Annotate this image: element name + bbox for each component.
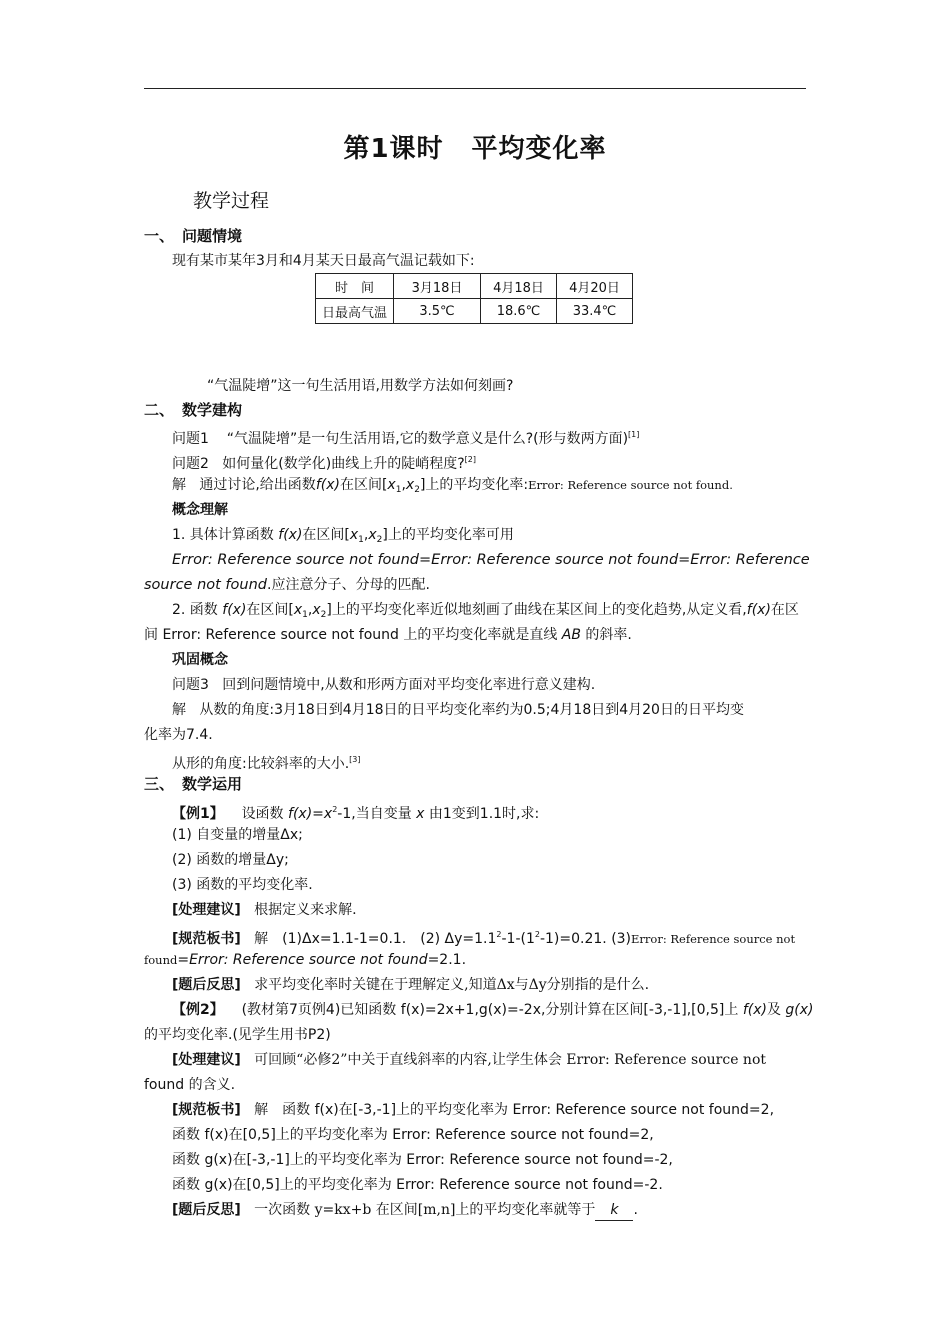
question-2: 问题2 如何量化(数学化)曲线上升的陡峭程度?[2]: [172, 455, 476, 472]
question-3: 问题3 回到问题情境中,从数和形两方面对平均变化率进行意义建构.: [172, 677, 596, 693]
example-2-suggestion: [处理建议] 可回顾“必修2”中关于直线斜率的内容,让学生体会 Error: Reference source not: [172, 1052, 767, 1068]
list-item: (1) 自变量的增量Δx;: [172, 827, 303, 843]
header-rule: [144, 88, 806, 89]
example-2-line: 函数 g(x)在[-3,-1]上的平均变化率为 Error: Reference source not found=-2,: [172, 1152, 673, 1168]
solution-1: 解 通过讨论,给出函数f(x)在区间$[x_1,x_2]$上的平均变化率:Error: Reference source not found.: [172, 477, 733, 495]
example-2-line: 函数 g(x)在[0,5]上的平均变化率为 Error: Reference source not found=-2.: [172, 1177, 663, 1193]
table-cell: 3.5℃: [394, 299, 481, 324]
formula-line: Error: Reference source not found=Error: Reference source not found=Error: Reference: [172, 552, 810, 568]
answer-blank: k: [595, 1200, 633, 1221]
section-2-heading: 二、 数学建构: [144, 401, 243, 419]
example-2-line: 函数 f(x)在[0,5]上的平均变化率为 Error: Reference source not found=2,: [172, 1127, 654, 1143]
question-1: 问题1 “气温陡增”是一句生活用语,它的数学意义是什么?(形与数两方面)[1]: [172, 430, 640, 447]
temperature-table: [315, 273, 633, 324]
intro-text: 现有某市某年3月和4月某天日最高气温记载如下:: [172, 253, 475, 269]
table-cell: 时 间: [316, 274, 394, 299]
list-item: (3) 函数的平均变化率.: [172, 877, 313, 893]
example-1-suggestion: [处理建议] 根据定义来求解.: [172, 902, 357, 918]
concept-item-2-cont: 间 Error: Reference source not found 上的平均变化率就是直线 AB 的斜率.: [144, 627, 632, 643]
concept-item-2: 2. 函数 f(x)在区间$[x_1,x_2]$上的平均变化率近似地刻画了曲线在某区间上的变化趋势,从定义看,f(x)在区: [172, 602, 799, 620]
section-3-heading: 三、 数学运用: [144, 775, 243, 793]
solution-2: 解 从数的角度:3月18日到4月18日的日平均变化率约为0.5;4月18日到4月20日的日平均变: [172, 702, 744, 718]
table-cell: 33.4℃: [557, 299, 633, 324]
table-cell: 3月18日: [394, 274, 481, 299]
example-1-reflection: [题后反思] 求平均变化率时关键在于理解定义,知道Δx与Δy分别指的是什么.: [172, 977, 650, 993]
question-line: “气温陡增”这一句生活用语,用数学方法如何刻画?: [207, 378, 514, 394]
concept-heading: 概念理解: [172, 502, 228, 518]
table-cell: 4月20日: [557, 274, 633, 299]
table-cell: 4月18日: [481, 274, 557, 299]
table-cell: 日最高气温: [316, 299, 394, 324]
example-2-board: [规范板书] 解 函数 f(x)在[-3,-1]上的平均变化率为 Error: Reference source not found=2,: [172, 1102, 775, 1118]
list-item: (2) 函数的增量Δy;: [172, 852, 289, 868]
example-2-cont: 的平均变化率.(见学生用书P2): [144, 1027, 331, 1043]
example-1: 【例1】 设函数 $f(x)=x^2-1$,当自变量 x 由1变到1.1时,求:: [172, 805, 540, 822]
table-cell: 18.6℃: [481, 299, 557, 324]
example-2: 【例2】 (教材第7页例4)已知函数 f(x)=2x+1,g(x)=-2x,分别计算在区间[-3,-1],[0,5]上 f(x)及 g(x): [172, 1002, 814, 1018]
table-row: [316, 299, 633, 324]
title-topic: 平均变化率: [471, 134, 607, 164]
shape-line: 从形的角度:比较斜率的大小.[3]: [172, 755, 361, 772]
page-title: [0, 128, 950, 165]
example-2-suggestion-cont: found 的含义.: [144, 1077, 236, 1093]
example-1-board: [规范板书] 解 (1)Δx=1.1-1=0.1. (2) $\Delta y=1.1^2-1-(1^2-1)=0.21$. (3)Error: Reference source not: [172, 930, 796, 947]
table-header-row: [316, 274, 633, 299]
section-subtitle: 教学过程: [193, 190, 270, 212]
section-1-heading: 一、 问题情境: [144, 227, 243, 245]
consolidate-heading: 巩固概念: [172, 652, 228, 668]
title-lesson: 第1课时: [343, 134, 444, 164]
example-1-board-cont: found=Error: Reference source not found=2.1.: [144, 952, 467, 968]
concept-item-1: 1. 具体计算函数 f(x)在区间$[x_1,x_2]$上的平均变化率可用: [172, 527, 514, 545]
solution-2-cont: 化率为7.4.: [144, 727, 213, 743]
formula-line-2: source not found.应注意分子、分母的匹配.: [144, 577, 430, 593]
example-2-reflection: [题后反思] 一次函数 y=kx+b 在区间[m,n]上的平均变化率就等于 k .: [172, 1200, 638, 1221]
